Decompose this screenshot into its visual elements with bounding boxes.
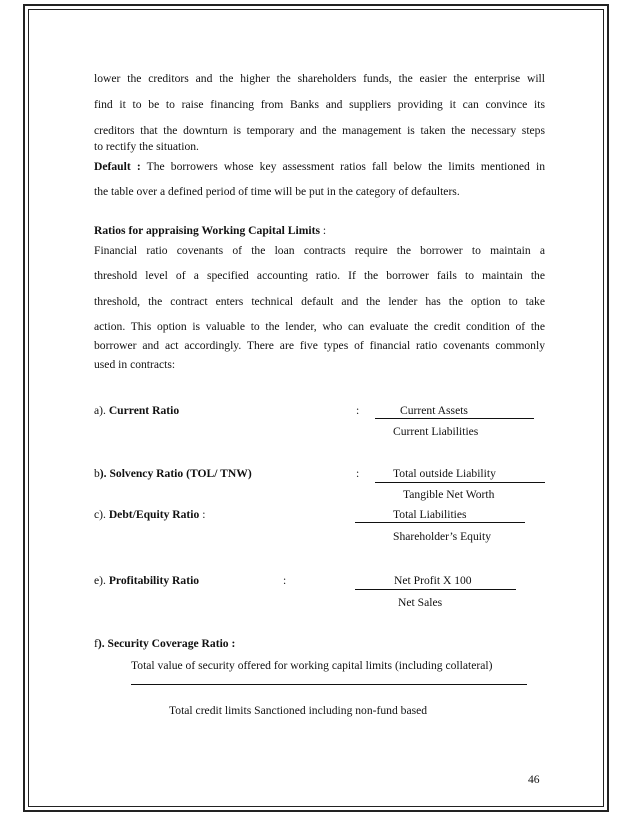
security-coverage-ratio-label xyxy=(94,637,235,651)
section-line: Financial ratio covenants of the loan contracts require the borrower to maintain a xyxy=(94,244,545,257)
solvency-ratio-denominator: Tangible Net Worth xyxy=(403,488,495,501)
profitability-ratio-prefix: e). xyxy=(94,574,109,587)
current-ratio-numerator: Current Assets xyxy=(400,404,468,417)
profitability-ratio-numerator: Net Profit X 100 xyxy=(394,574,472,587)
paragraph-line: creditors that the downturn is temporary and the management is taken the necessary steps xyxy=(94,124,545,137)
paragraph-line: to rectify the situation. xyxy=(94,140,199,153)
current-ratio-prefix: a). xyxy=(94,404,109,417)
solvency-ratio-prefix: b xyxy=(94,467,100,480)
default-line-1 xyxy=(94,160,545,174)
debt-equity-ratio-prefix: c). xyxy=(94,508,109,521)
default-label: Default : xyxy=(94,160,141,173)
profitability-ratio-label xyxy=(94,574,199,588)
current-ratio-label xyxy=(94,404,179,418)
section-heading-suffix: : xyxy=(320,224,327,237)
paragraph-line: lower the creditors and the higher the shareholders funds, the easier the enterprise will xyxy=(94,72,545,85)
debt-equity-ratio-name: Debt/Equity Ratio xyxy=(108,508,200,521)
profitability-ratio-name: Profitability Ratio xyxy=(108,574,200,587)
section-heading-text: Ratios for appraising Working Capital Limits xyxy=(94,224,321,237)
security-coverage-ratio-numerator: Total value of security offered for working capital limits (including collateral) xyxy=(131,659,493,672)
debt-equity-ratio-colon: : xyxy=(199,508,206,521)
page-number: 46 xyxy=(528,773,540,786)
debt-equity-ratio-label xyxy=(94,508,205,522)
section-line: threshold level of a specified accounting ratio. If the borrower fails to maintain the xyxy=(94,269,545,282)
debt-equity-ratio-fraction-line xyxy=(355,522,525,523)
solvency-ratio-numerator: Total outside Liability xyxy=(393,467,496,480)
solvency-ratio-label xyxy=(94,467,252,481)
security-coverage-ratio-fraction-line xyxy=(131,684,527,685)
solvency-ratio-colon: : xyxy=(356,467,360,480)
default-text: The borrowers whose key assessment ratios fall below the limits mentioned in xyxy=(140,160,546,173)
security-coverage-ratio-denominator: Total credit limits Sanctioned including non-fund based xyxy=(169,704,428,717)
section-line: used in contracts: xyxy=(94,358,176,371)
section-line: borrower and act accordingly. There are five types of financial ratio covenants commonly xyxy=(94,339,545,352)
section-heading xyxy=(94,224,326,238)
current-ratio-colon: : xyxy=(356,404,360,417)
debt-equity-ratio-numerator: Total Liabilities xyxy=(393,508,467,521)
section-line: threshold, the contract enters technical default and the lender has the option to take xyxy=(94,295,545,308)
profitability-ratio-colon: : xyxy=(283,574,287,587)
profitability-ratio-denominator: Net Sales xyxy=(398,596,443,609)
profitability-ratio-fraction-line xyxy=(355,589,516,590)
debt-equity-ratio-denominator: Shareholder’s Equity xyxy=(393,530,491,543)
default-line-2: the table over a defined period of time will be put in the category of defaulters. xyxy=(94,185,460,198)
current-ratio-fraction-line xyxy=(375,418,534,419)
paragraph-line: find it to be to raise financing from Banks and suppliers providing it can convince its xyxy=(94,98,545,111)
current-ratio-denominator: Current Liabilities xyxy=(393,425,479,438)
current-ratio-name: Current Ratio xyxy=(108,404,180,417)
solvency-ratio-name: ). Solvency Ratio (TOL/ TNW) xyxy=(99,467,252,480)
security-coverage-ratio-prefix: f xyxy=(94,637,98,650)
solvency-ratio-fraction-line xyxy=(375,482,545,483)
section-line: action. This option is valuable to the lender, who can evaluate the credit condition of the xyxy=(94,320,545,333)
security-coverage-ratio-name: ). Security Coverage Ratio : xyxy=(97,637,236,650)
